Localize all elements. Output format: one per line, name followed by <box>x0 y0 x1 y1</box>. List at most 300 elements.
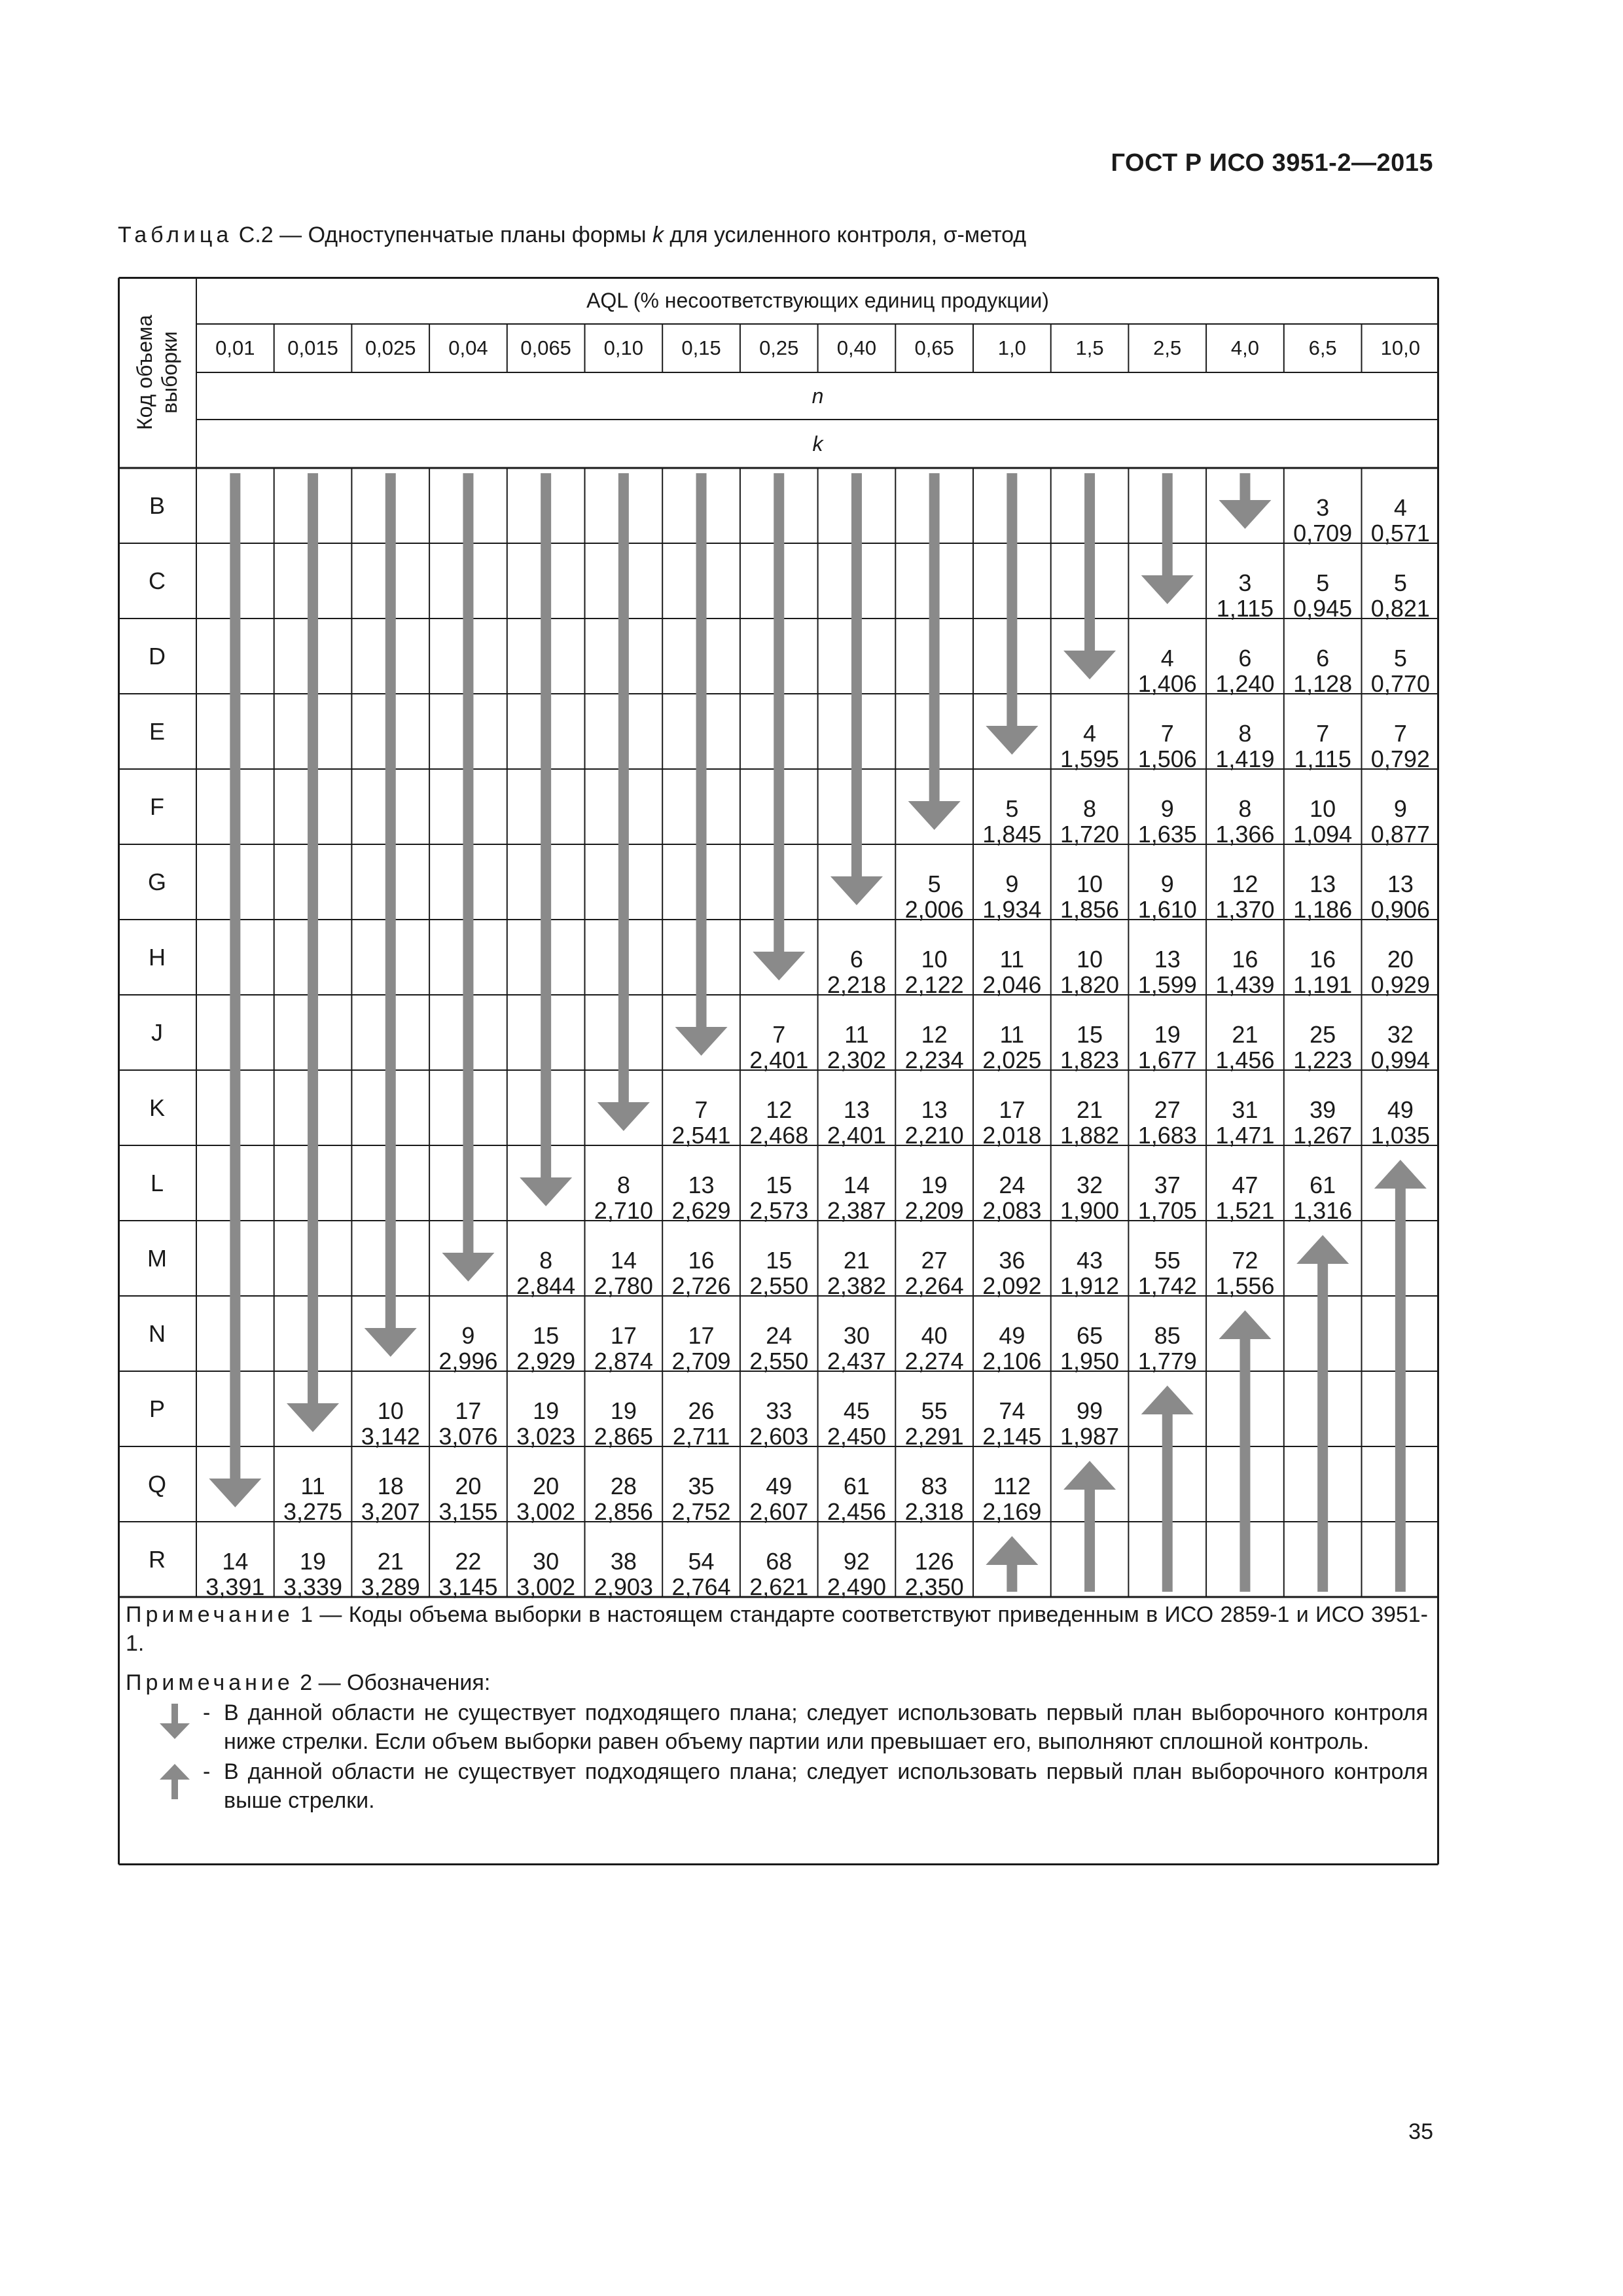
plan-k: 2,083 <box>982 1196 1042 1224</box>
plan-cell <box>973 1446 1051 1536</box>
plan-k: 0,929 <box>1370 971 1430 998</box>
plan-k: 3,391 <box>205 1573 265 1600</box>
plan-k: 2,006 <box>904 895 964 923</box>
plan-k: 1,823 <box>1060 1046 1120 1073</box>
plan-n: 9 <box>461 1321 475 1349</box>
plan-n: 20 <box>533 1472 560 1499</box>
plan-k: 1,456 <box>1215 1046 1275 1073</box>
legend-down-text: В данной области не существует подходящего плана; следует использовать первый план выборочного контроля ниже стрелки. Если объем выборки равен объему партии или превышает его, выполняют сплошной контроль. <box>224 1700 1428 1754</box>
aql-value: 0,40 <box>836 336 877 359</box>
plan-k: 2,264 <box>904 1272 964 1299</box>
plan-n: 5 <box>927 870 941 897</box>
plan-k: 2,726 <box>671 1272 731 1299</box>
plan-k: 1,366 <box>1215 820 1275 848</box>
sampling-plan-table <box>118 277 1439 1865</box>
plan-k: 1,115 <box>1294 745 1351 772</box>
plan-k: 2,169 <box>982 1498 1042 1525</box>
plan-k: 1,240 <box>1215 670 1275 697</box>
plan-k: 2,573 <box>749 1196 809 1224</box>
caption-prefix: Таблица <box>118 223 233 247</box>
plan-n: 24 <box>766 1321 793 1349</box>
plan-n: 3 <box>1238 569 1252 596</box>
plan-n: 61 <box>1310 1171 1336 1198</box>
plan-k: 3,002 <box>516 1498 576 1525</box>
plan-k: 2,621 <box>749 1573 809 1600</box>
plan-k: 1,820 <box>1060 971 1120 998</box>
aql-value: 1,0 <box>997 336 1026 359</box>
plan-k: 1,595 <box>1060 745 1120 772</box>
row-code: C <box>149 567 166 594</box>
row-code: P <box>149 1395 165 1422</box>
plan-n: 25 <box>1310 1020 1336 1048</box>
plan-k: 1,705 <box>1137 1196 1197 1224</box>
plan-n: 13 <box>1387 870 1414 897</box>
plan-cell <box>1284 1145 1362 1235</box>
plan-k: 1,267 <box>1293 1121 1353 1149</box>
row-code: H <box>149 943 166 971</box>
plan-k: 1,635 <box>1137 820 1197 848</box>
plan-k: 1,094 <box>1293 820 1353 848</box>
plan-k: 1,471 <box>1215 1121 1275 1149</box>
down-arrow <box>1141 473 1194 604</box>
plan-n: 15 <box>533 1321 560 1349</box>
plan-k: 0,792 <box>1370 745 1430 772</box>
plan-k: 1,912 <box>1060 1272 1120 1299</box>
plan-k: 0,945 <box>1293 594 1353 622</box>
plan-n: 49 <box>766 1472 793 1499</box>
plan-n: 22 <box>455 1547 482 1575</box>
note-2 <box>126 1668 1428 1697</box>
plan-n: 31 <box>1232 1096 1258 1123</box>
plan-n: 12 <box>1232 870 1258 897</box>
plan-n: 21 <box>1232 1020 1258 1048</box>
plan-k: 2,929 <box>516 1347 576 1374</box>
plan-n: 24 <box>999 1171 1026 1198</box>
down-arrow <box>908 473 961 830</box>
plan-k: 0,994 <box>1370 1046 1430 1073</box>
plan-k: 2,752 <box>671 1498 731 1525</box>
plan-n: 4 <box>1083 719 1097 747</box>
row-code-header <box>118 277 196 468</box>
plan-k: 2,350 <box>904 1573 964 1600</box>
up-arrow <box>1063 1461 1116 1592</box>
plan-k: 1,223 <box>1293 1046 1353 1073</box>
plan-k: 1,742 <box>1137 1272 1197 1299</box>
plan-k: 1,720 <box>1060 820 1120 848</box>
plan-n: 11 <box>844 1020 869 1048</box>
plan-k: 0,770 <box>1370 670 1430 697</box>
plan-cell <box>196 1522 274 1611</box>
plan-n: 32 <box>1387 1020 1414 1048</box>
plan-k: 2,210 <box>904 1121 964 1149</box>
aql-value: 0,65 <box>914 336 954 359</box>
row-code-label-line1: Код объема <box>133 315 156 430</box>
aql-value: 0,01 <box>215 336 255 359</box>
down-arrow <box>520 473 572 1206</box>
aql-value: 0,04 <box>448 336 488 359</box>
plan-n: 27 <box>1154 1096 1181 1123</box>
plan-n: 26 <box>688 1397 715 1424</box>
plan-n: 19 <box>1154 1020 1181 1048</box>
plan-k: 2,903 <box>594 1573 653 1600</box>
plan-n: 16 <box>1232 945 1258 973</box>
plan-n: 19 <box>921 1171 948 1198</box>
plan-k: 1,186 <box>1293 895 1353 923</box>
row-code: L <box>150 1169 164 1196</box>
plan-n: 5 <box>1005 795 1019 822</box>
plan-k: 1,900 <box>1060 1196 1120 1224</box>
plan-cell <box>895 1522 973 1611</box>
plan-k: 3,002 <box>516 1573 576 1600</box>
plan-k: 1,521 <box>1215 1196 1275 1224</box>
plan-k: 0,821 <box>1370 594 1430 622</box>
plan-n: 13 <box>921 1096 948 1123</box>
plan-k: 1,599 <box>1137 971 1197 998</box>
caption-rest: для усиленного контроля, σ-метод <box>663 223 1027 247</box>
plan-n: 15 <box>766 1246 793 1274</box>
plan-k: 1,556 <box>1215 1272 1275 1299</box>
plan-k: 2,468 <box>749 1121 809 1149</box>
plan-k: 2,401 <box>827 1121 886 1149</box>
plan-k: 3,339 <box>283 1573 343 1600</box>
plan-n: 7 <box>772 1020 786 1048</box>
plan-n: 20 <box>1387 945 1414 973</box>
plan-k: 2,437 <box>827 1347 886 1374</box>
plan-n: 10 <box>1077 945 1103 973</box>
plan-n: 27 <box>921 1246 948 1274</box>
up-arrow <box>1374 1160 1427 1592</box>
note-2-text: 2 — Обозначения: <box>293 1670 491 1695</box>
plan-n: 38 <box>610 1547 637 1575</box>
plan-n: 16 <box>688 1246 715 1274</box>
row-code: M <box>147 1244 167 1272</box>
plan-n: 13 <box>1154 945 1181 973</box>
plan-k: 3,142 <box>361 1422 420 1450</box>
aql-value: 2,5 <box>1153 336 1182 359</box>
plan-k: 1,439 <box>1215 971 1275 998</box>
plan-n: 8 <box>539 1246 553 1274</box>
down-arrow <box>597 473 650 1131</box>
plan-n: 15 <box>766 1171 793 1198</box>
plan-n: 47 <box>1232 1171 1258 1198</box>
plan-k: 1,677 <box>1137 1046 1197 1073</box>
legend-up: - В данной области не существует подходящего плана; следует использовать первый план выборочного контроля выше стрелки. <box>126 1757 1428 1815</box>
row-code: F <box>150 793 164 820</box>
plan-k: 3,207 <box>361 1498 420 1525</box>
plan-n: 17 <box>999 1096 1026 1123</box>
plan-k: 2,401 <box>749 1046 809 1073</box>
table-caption <box>118 223 1026 248</box>
plan-k: 2,865 <box>594 1422 653 1450</box>
plan-n: 21 <box>843 1246 870 1274</box>
up-arrow <box>1141 1386 1194 1592</box>
plan-k: 1,506 <box>1137 745 1197 772</box>
plan-n: 35 <box>688 1472 715 1499</box>
up-arrow <box>986 1536 1038 1592</box>
plan-k: 2,856 <box>594 1498 653 1525</box>
plan-n: 5 <box>1393 644 1407 672</box>
plan-k: 2,092 <box>982 1272 1042 1299</box>
plan-k: 1,610 <box>1137 895 1197 923</box>
plan-n: 61 <box>843 1472 870 1499</box>
plan-n: 17 <box>455 1397 482 1424</box>
row-code: D <box>149 642 166 670</box>
plan-n: 55 <box>1154 1246 1181 1274</box>
plan-n: 5 <box>1316 569 1330 596</box>
plan-k: 2,629 <box>671 1196 731 1224</box>
plan-cell <box>1128 1296 1206 1386</box>
row-code: Q <box>147 1470 166 1498</box>
plan-n: 8 <box>1238 795 1252 822</box>
plan-n: 4 <box>1160 644 1174 672</box>
plan-n: 5 <box>1393 569 1407 596</box>
plan-n: 49 <box>1387 1096 1414 1123</box>
plan-n: 13 <box>843 1096 870 1123</box>
plan-k: 2,550 <box>749 1347 809 1374</box>
down-arrow <box>442 473 494 1282</box>
plan-n: 65 <box>1077 1321 1103 1349</box>
note-1-text: 1 — Коды объема выборки в настоящем стандарте соответствуют приведенным в ИСО 2859-1 и ИСО 3951-1. <box>126 1602 1428 1656</box>
plan-n: 33 <box>766 1397 793 1424</box>
plan-k: 2,844 <box>516 1272 576 1299</box>
plan-k: 2,122 <box>904 971 964 998</box>
plan-n: 36 <box>999 1246 1026 1274</box>
plan-k: 1,934 <box>982 895 1042 923</box>
plan-n: 4 <box>1393 493 1407 521</box>
plan-k: 2,764 <box>671 1573 731 1600</box>
plan-n: 16 <box>1310 945 1336 973</box>
plan-k: 2,607 <box>749 1498 809 1525</box>
plan-cell <box>507 1522 585 1611</box>
plan-cell <box>818 1522 896 1611</box>
plan-k: 3,155 <box>438 1498 498 1525</box>
plan-k: 2,302 <box>827 1046 886 1073</box>
plan-cell <box>1051 1371 1129 1461</box>
plan-k: 1,316 <box>1293 1196 1353 1224</box>
down-arrow <box>986 473 1038 755</box>
plan-k: 1,406 <box>1137 670 1197 697</box>
plan-n: 49 <box>999 1321 1026 1349</box>
plan-n: 6 <box>849 945 863 973</box>
plan-k: 1,683 <box>1137 1121 1197 1149</box>
plan-cell <box>662 1522 740 1611</box>
up-arrow <box>1219 1310 1271 1592</box>
plan-cell <box>429 1522 507 1611</box>
plan-k: 1,370 <box>1215 895 1275 923</box>
plan-k: 2,874 <box>594 1347 653 1374</box>
aql-value: 0,065 <box>520 336 571 359</box>
plan-n: 15 <box>1077 1020 1103 1048</box>
plan-cell <box>1206 1221 1284 1310</box>
plan-k: 1,987 <box>1060 1422 1120 1450</box>
plan-k: 2,318 <box>904 1498 964 1525</box>
plan-n: 68 <box>766 1547 793 1575</box>
plan-n: 8 <box>1083 795 1097 822</box>
aql-value: 0,15 <box>681 336 721 359</box>
row-code: G <box>147 868 166 895</box>
row-code: J <box>151 1018 163 1046</box>
plan-n: 85 <box>1154 1321 1181 1349</box>
plan-k: 1,856 <box>1060 895 1120 923</box>
plan-k: 2,780 <box>594 1272 653 1299</box>
aql-value: 1,5 <box>1075 336 1104 359</box>
plan-k: 1,115 <box>1216 594 1274 622</box>
plan-k: 2,218 <box>827 971 886 998</box>
plan-n: 55 <box>921 1397 948 1424</box>
plan-n: 13 <box>688 1171 715 1198</box>
plan-n: 17 <box>610 1321 637 1349</box>
plan-n: 19 <box>610 1397 637 1424</box>
row-code: E <box>149 717 165 745</box>
down-arrow-icon <box>158 1704 191 1740</box>
down-arrow <box>1219 473 1271 529</box>
plan-k: 2,550 <box>749 1272 809 1299</box>
plan-n: 8 <box>616 1171 630 1198</box>
plan-n: 7 <box>1393 719 1407 747</box>
plan-n: 11 <box>999 1020 1025 1048</box>
plan-k: 1,882 <box>1060 1121 1120 1149</box>
legend-up-text: В данной области не существует подходящего плана; следует использовать первый план выборочного контроля выше стрелки. <box>224 1759 1428 1813</box>
plan-k: 2,450 <box>827 1422 886 1450</box>
row-code: N <box>149 1319 166 1347</box>
plan-n: 19 <box>533 1397 560 1424</box>
plan-n: 14 <box>222 1547 249 1575</box>
n-label: n <box>812 384 824 408</box>
plan-n: 39 <box>1310 1096 1336 1123</box>
plan-n: 126 <box>914 1547 954 1575</box>
plan-cell <box>740 1522 818 1611</box>
note-2-label: Примечание <box>126 1670 294 1695</box>
plan-n: 72 <box>1232 1246 1258 1274</box>
down-arrow <box>753 473 805 980</box>
plan-n: 37 <box>1154 1171 1181 1198</box>
plan-n: 19 <box>300 1547 327 1575</box>
down-arrow <box>287 473 339 1432</box>
plan-k: 0,571 <box>1370 519 1430 547</box>
plan-k: 1,419 <box>1215 745 1275 772</box>
plan-k: 0,709 <box>1293 519 1353 547</box>
plan-n: 40 <box>921 1321 948 1349</box>
plan-k: 3,275 <box>283 1498 343 1525</box>
plan-n: 6 <box>1316 644 1330 672</box>
plan-n: 10 <box>921 945 948 973</box>
plan-k: 0,906 <box>1370 895 1430 923</box>
plan-k: 2,018 <box>982 1121 1042 1149</box>
plan-k: 1,128 <box>1293 670 1353 697</box>
plan-n: 99 <box>1077 1397 1103 1424</box>
standard-designation: ГОСТ Р ИСО 3951-2—2015 <box>1111 149 1433 177</box>
up-arrow-icon <box>158 1763 191 1799</box>
down-arrow <box>209 473 261 1507</box>
plan-k: 2,145 <box>982 1422 1042 1450</box>
plan-k: 2,709 <box>671 1347 731 1374</box>
plan-k: 2,106 <box>982 1347 1042 1374</box>
plan-n: 11 <box>999 945 1025 973</box>
row-code: K <box>149 1094 165 1121</box>
aql-value: 0,10 <box>603 336 644 359</box>
aql-value: 0,015 <box>287 336 338 359</box>
k-label: k <box>812 431 823 456</box>
plan-n: 7 <box>1160 719 1174 747</box>
plan-k: 2,710 <box>594 1196 653 1224</box>
notes-block <box>126 1600 1428 1815</box>
caption-number: С.2 — Одноступенчатые планы формы <box>238 223 652 247</box>
plan-k: 2,025 <box>982 1046 1042 1073</box>
plan-n: 18 <box>377 1472 404 1499</box>
row-code: R <box>149 1545 166 1573</box>
aql-value: 10,0 <box>1380 336 1421 359</box>
plan-k: 2,291 <box>904 1422 964 1450</box>
plan-k: 2,603 <box>749 1422 809 1450</box>
down-arrow <box>365 473 417 1357</box>
plan-k: 1,191 <box>1293 971 1353 998</box>
plan-n: 3 <box>1316 493 1330 521</box>
plan-cell <box>274 1522 352 1611</box>
plan-k: 3,076 <box>438 1422 498 1450</box>
plan-n: 6 <box>1238 644 1252 672</box>
aql-value: 4,0 <box>1230 336 1259 359</box>
up-arrow <box>1296 1235 1349 1592</box>
plan-n: 9 <box>1160 795 1174 822</box>
plan-n: 10 <box>1310 795 1336 822</box>
plan-k: 2,490 <box>827 1573 886 1600</box>
plan-n: 9 <box>1005 870 1019 897</box>
plan-k: 1,845 <box>982 820 1042 848</box>
plan-n: 92 <box>843 1547 870 1575</box>
plan-n: 17 <box>688 1321 715 1349</box>
plan-n: 20 <box>455 1472 482 1499</box>
plan-n: 10 <box>377 1397 404 1424</box>
plan-n: 83 <box>921 1472 948 1499</box>
plan-n: 54 <box>688 1547 715 1575</box>
plan-n: 9 <box>1160 870 1174 897</box>
page-number: 35 <box>1408 2119 1433 2144</box>
aql-header: AQL (% несоответствующих единиц продукции) <box>586 288 1049 312</box>
plan-k: 2,209 <box>904 1196 964 1224</box>
plan-k: 2,382 <box>827 1272 886 1299</box>
plan-n: 28 <box>610 1472 637 1499</box>
plan-n: 74 <box>999 1397 1026 1424</box>
plan-n: 30 <box>533 1547 560 1575</box>
down-arrow <box>675 473 728 1056</box>
plan-n: 43 <box>1077 1246 1103 1274</box>
aql-value: 6,5 <box>1308 336 1337 359</box>
plan-n: 8 <box>1238 719 1252 747</box>
plan-n: 10 <box>1077 870 1103 897</box>
plan-n: 7 <box>694 1096 708 1123</box>
plan-k: 2,541 <box>671 1121 731 1149</box>
plan-n: 21 <box>1077 1096 1103 1123</box>
aql-value: 0,25 <box>759 336 799 359</box>
plan-n: 21 <box>377 1547 404 1575</box>
plan-n: 7 <box>1316 719 1330 747</box>
plan-n: 45 <box>843 1397 870 1424</box>
plan-n: 112 <box>993 1472 1031 1499</box>
plan-k: 3,289 <box>361 1573 420 1600</box>
aql-value: 0,025 <box>365 336 416 359</box>
plan-n: 30 <box>843 1321 870 1349</box>
plan-k: 2,387 <box>827 1196 886 1224</box>
plan-k: 1,950 <box>1060 1347 1120 1374</box>
plan-cell <box>351 1522 429 1611</box>
plan-k: 0,877 <box>1370 820 1430 848</box>
plan-k: 2,456 <box>827 1498 886 1525</box>
plan-cell <box>585 1522 663 1611</box>
down-arrow <box>1063 473 1116 679</box>
row-code: B <box>149 492 165 519</box>
down-arrow <box>830 473 883 905</box>
plan-k: 2,996 <box>438 1347 498 1374</box>
